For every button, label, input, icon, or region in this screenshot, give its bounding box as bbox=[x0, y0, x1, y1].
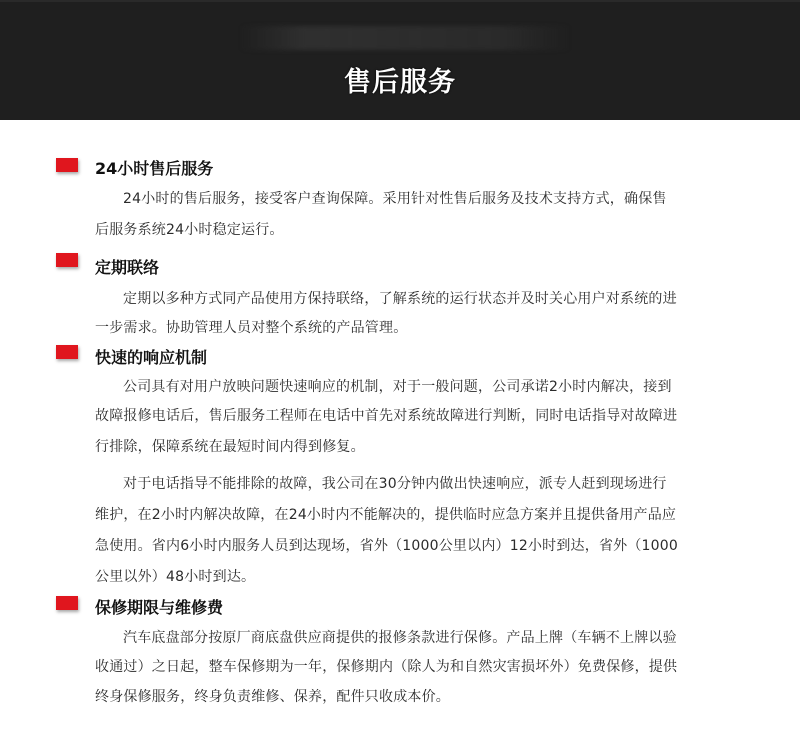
header-banner bbox=[0, 0, 800, 120]
paragraph-line: 终身保修服务，终身负责维修、保养，配件只收成本价。 bbox=[95, 689, 450, 705]
paragraph-line: 一步需求。协助管理人员对整个系统的产品管理。 bbox=[95, 320, 408, 336]
paragraph-line: 后服务系统24小时稳定运行。 bbox=[95, 222, 284, 238]
paragraph-line: 急使用。省内6小时内服务人员到达现场，省外（1000公里以内）12小时到达，省外（1000 bbox=[95, 538, 678, 554]
paragraph-line: 汽车底盘部分按原厂商底盘供应商提供的报修条款进行保修。产品上牌（车辆不上牌以验 bbox=[123, 630, 677, 646]
red-square-icon bbox=[56, 253, 78, 267]
red-square-icon bbox=[56, 596, 78, 610]
faded-banner-decoration bbox=[240, 26, 570, 50]
section-heading: 24小时售后服务 bbox=[95, 159, 214, 178]
section-heading: 保修期限与维修费 bbox=[95, 598, 224, 617]
paragraph-line: 对于电话指导不能排除的故障，我公司在30分钟内做出快速响应，派专人赶到现场进行 bbox=[123, 476, 667, 492]
section-heading: 快速的响应机制 bbox=[95, 348, 208, 367]
paragraph-line: 定期以多种方式同产品使用方保持联络，了解系统的运行状态并及时关心用户对系统的进 bbox=[123, 291, 677, 307]
paragraph-line: 收通过）之日起，整车保修期为一年，保修期内（除人为和自然灾害损坏外）免费保修，提供 bbox=[95, 659, 678, 675]
paragraph-line: 维护，在2小时内解决故障，在24小时内不能解决的，提供临时应急方案并且提供备用产品应 bbox=[95, 507, 677, 523]
red-square-icon bbox=[56, 158, 78, 172]
paragraph-line: 公司具有对用户放映问题快速响应的机制，对于一般问题，公司承诺2小时内解决，接到 bbox=[123, 379, 672, 395]
paragraph-line: 公里以外）48小时到达。 bbox=[95, 569, 256, 585]
red-square-icon bbox=[56, 345, 78, 359]
section-heading: 定期联络 bbox=[95, 258, 160, 277]
paragraph-line: 故障报修电话后，售后服务工程师在电话中首先对系统故障进行判断，同时电话指导对故障进 bbox=[95, 408, 678, 424]
paragraph-line: 24小时的售后服务，接受客户查询保障。采用针对性售后服务及技术支持方式，确保售 bbox=[123, 191, 667, 207]
paragraph-line: 行排除，保障系统在最短时间内得到修复。 bbox=[95, 439, 365, 455]
page-title: 售后服务 bbox=[344, 67, 456, 98]
